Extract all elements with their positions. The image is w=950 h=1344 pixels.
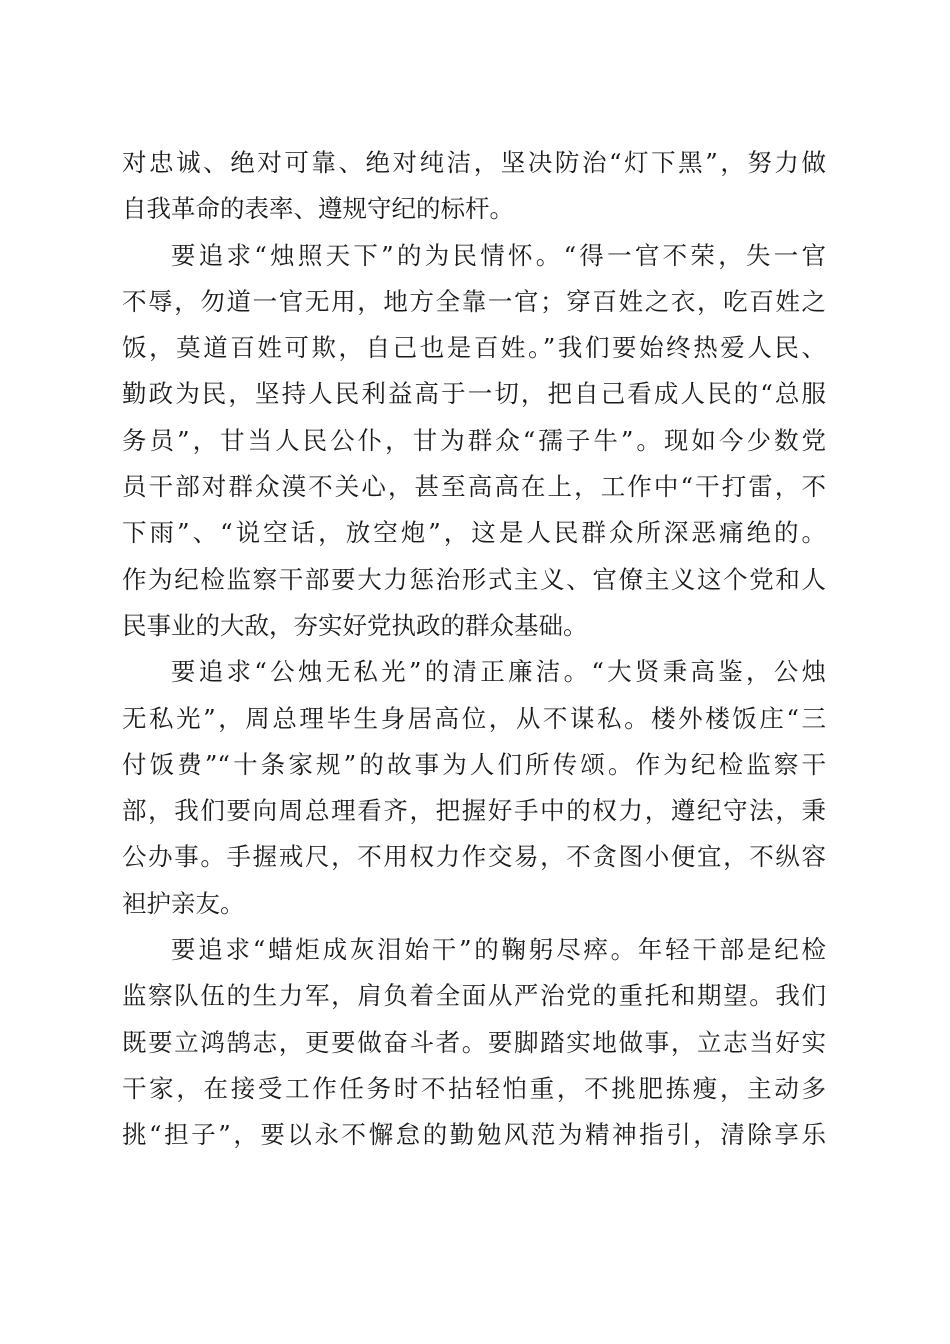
text-line: 袒护亲友。	[122, 888, 245, 918]
text-line: 付饭费”“十条家规”的故事为人们所传颂。作为纪检监察干	[122, 749, 826, 779]
text-line: 民事业的大敌，夯实好党执政的群众基础。	[122, 610, 588, 640]
text-line: 干家，在接受工作任务时不拈轻怕重，不挑肥拣瘦，主动多	[122, 1073, 826, 1103]
text-line: 无私光”，周总理毕生身居高位，从不谋私。楼外楼饭庄“三	[122, 703, 826, 733]
paragraph-integrity	[122, 649, 826, 927]
text-line: 监察队伍的生力军，肩负着全面从严治党的重托和期望。我们	[122, 981, 826, 1011]
text-line: 务员”，甘当人民公仆，甘为群众“孺子牛”。现如今少数党	[122, 425, 826, 455]
paragraph-people-sentiment	[122, 233, 826, 650]
text-line: 作为纪检监察干部要大力惩治形式主义、官僚主义这个党和人	[122, 564, 826, 594]
text-line: 公办事。手握戒尺，不用权力作交易，不贪图小便宜，不纵容	[122, 842, 826, 872]
text-line: 要追求“烛照天下”的为民情怀。“得一官不荣，失一官	[171, 240, 826, 270]
document-body	[122, 140, 826, 1159]
text-line: 自我革命的表率、遵规守纪的标杆。	[122, 194, 514, 224]
text-line: 不辱，勿道一官无用，地方全靠一官；穿百姓之衣，吃百姓之	[122, 286, 826, 316]
paragraph-continuation	[122, 140, 826, 233]
text-line: 勤政为民，坚持人民利益高于一切，把自己看成人民的“总服	[122, 379, 826, 409]
text-line: 要追求“公烛无私光”的清正廉洁。“大贤秉高鉴，公烛	[171, 657, 826, 687]
text-line: 既要立鸿鹄志，更要做奋斗者。要脚踏实地做事，立志当好实	[122, 1027, 826, 1057]
text-line: 要追求“蜡炬成灰泪始干”的鞠躬尽瘁。年轻干部是纪检	[171, 935, 826, 965]
text-line: 饭，莫道百姓可欺，自己也是百姓。”我们要始终热爱人民、	[122, 333, 826, 363]
text-line: 下雨”、“说空话，放空炮”，这是人民群众所深恶痛绝的。	[122, 518, 826, 548]
paragraph-dedication	[122, 927, 826, 1158]
text-line: 对忠诚、绝对可靠、绝对纯洁，坚决防治“灯下黑”，努力做	[122, 148, 826, 177]
text-line: 部，我们要向周总理看齐，把握好手中的权力，遵纪守法，秉	[122, 796, 826, 826]
text-line: 员干部对群众漠不关心，甚至高高在上，工作中“干打雷，不	[122, 472, 826, 502]
text-line: 挑“担子”，要以永不懈怠的勤勉风范为精神指引，清除享乐	[122, 1120, 826, 1150]
